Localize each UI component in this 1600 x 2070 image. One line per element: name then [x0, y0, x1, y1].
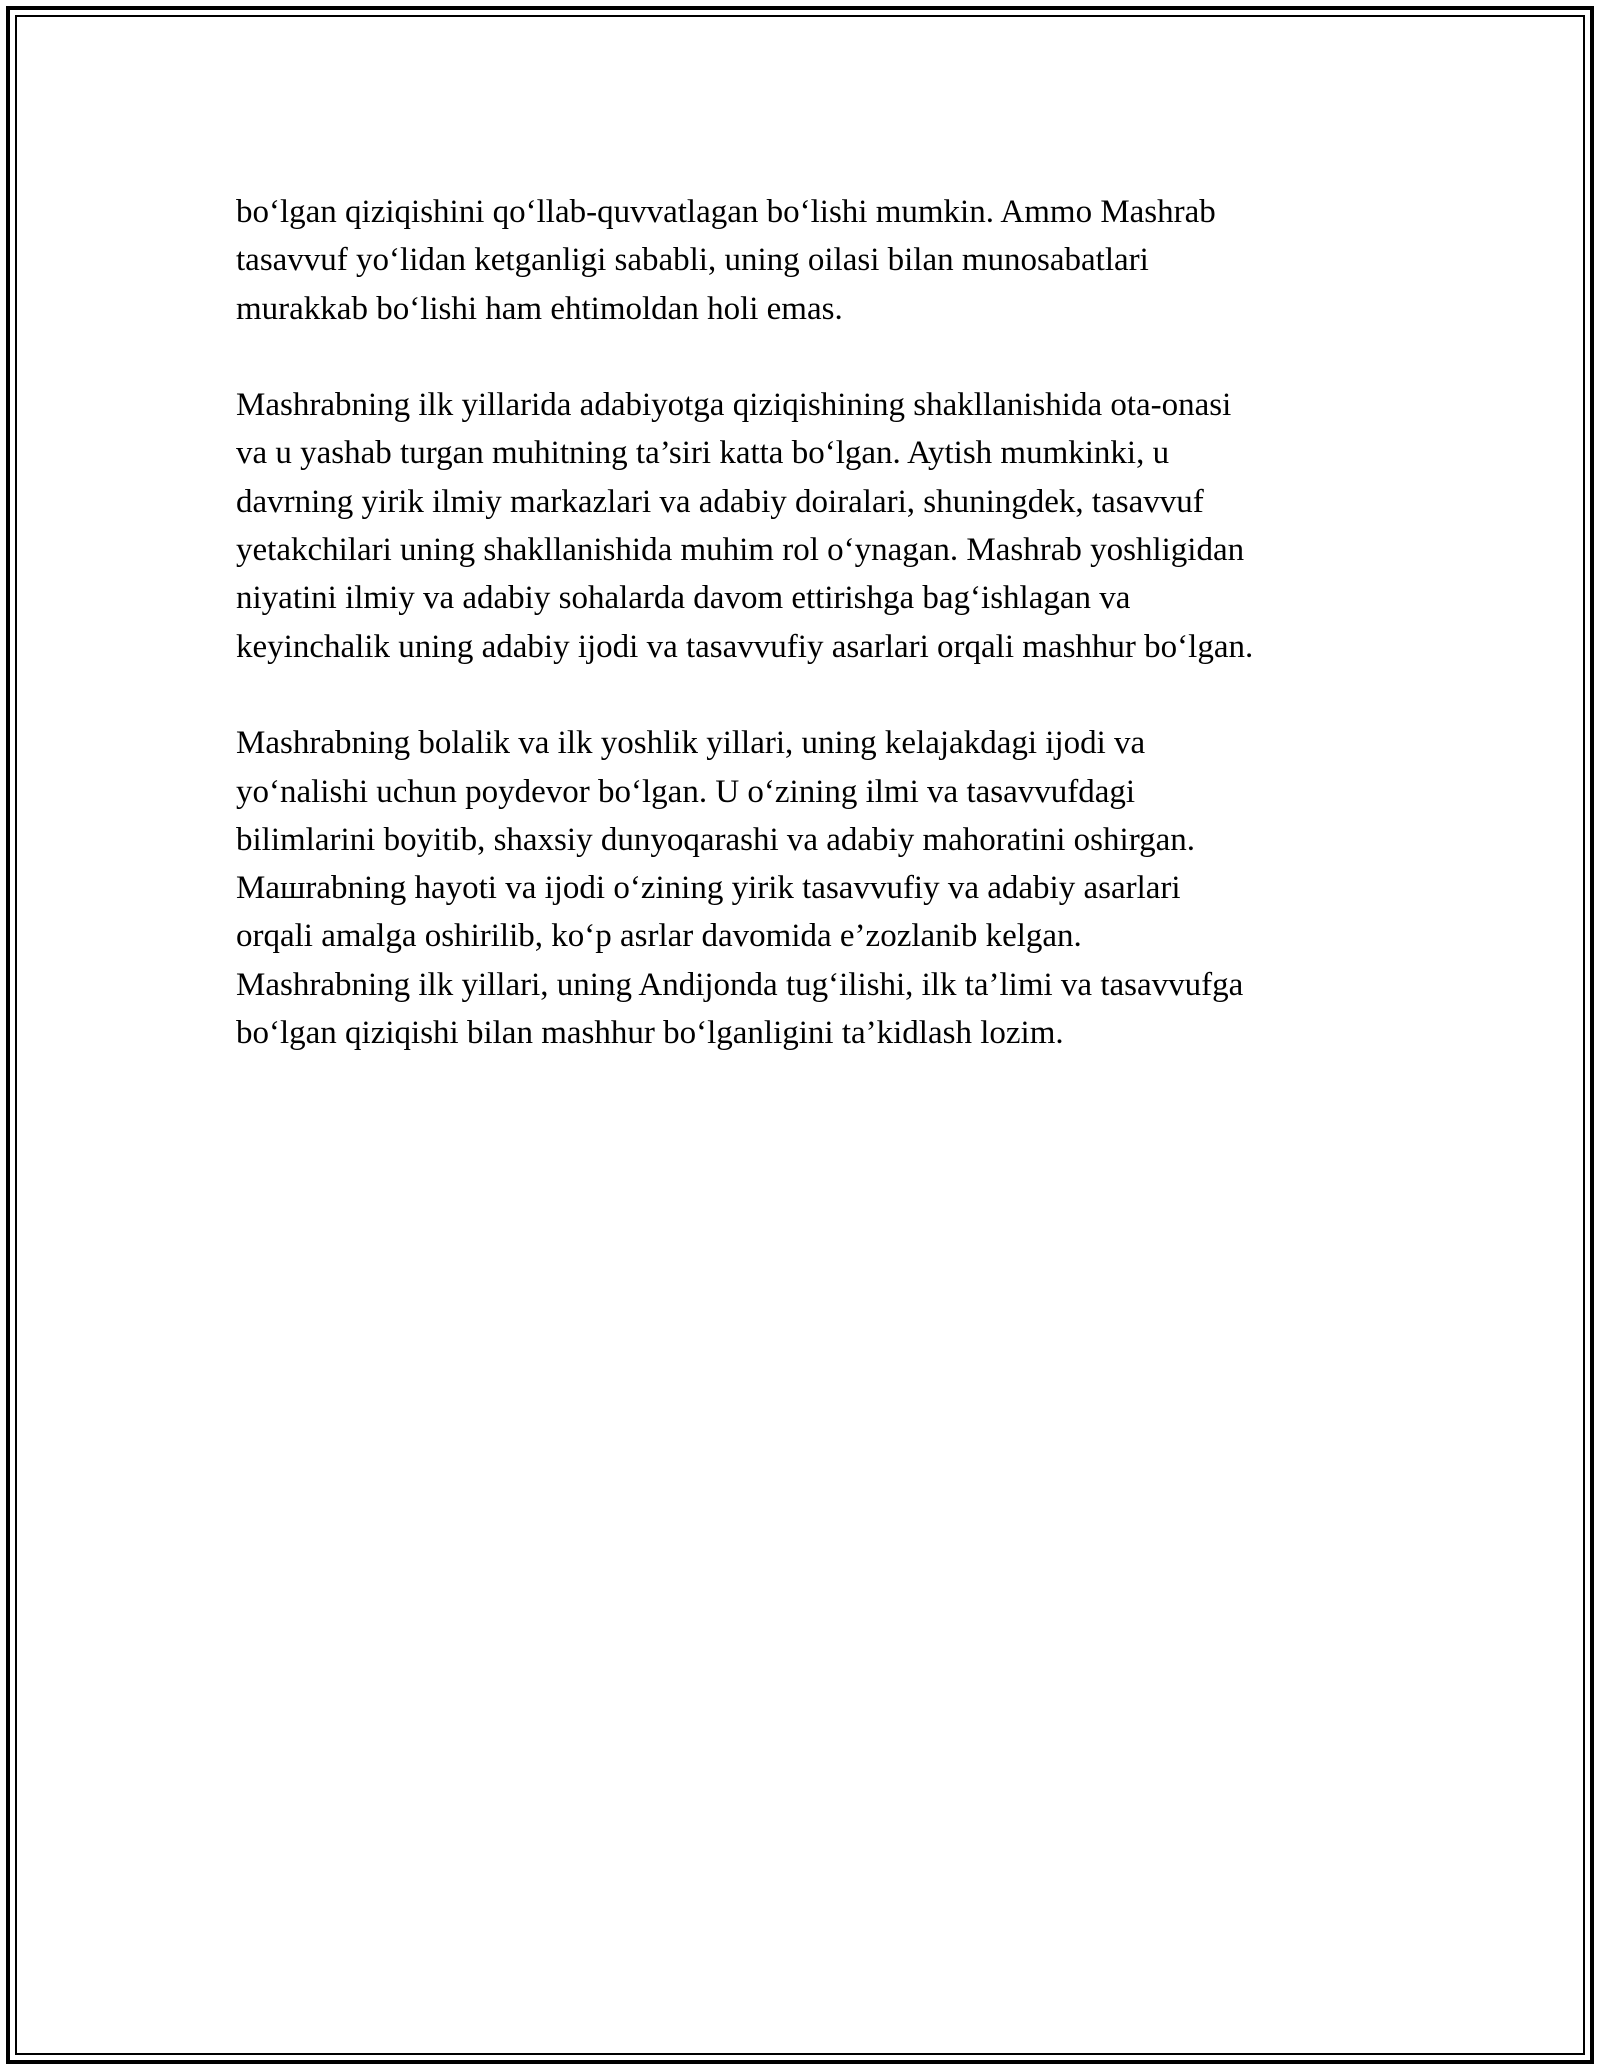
text-line: murakkab bo‘lishi ham ehtimoldan holi emas.: [236, 290, 843, 327]
text-line: bo‘lgan qiziqishini qo‘llab-quvvatlagan bo‘lishi mumkin. Ammo Mashrab: [236, 194, 1216, 230]
text-line: orqali amalga oshirilib, ko‘p asrlar davomida e’zozlanib kelgan.: [236, 918, 1082, 955]
document-body: [236, 188, 1386, 1106]
text-line: yetakchilari uning shakllanishida muhim rol o‘ynagan. Mashrab yoshligidan: [236, 532, 1245, 569]
text-line: tasavvuf yo‘lidan ketganligi sababli, uning oilasi bilan munosabatlari: [236, 242, 1149, 279]
text-line: bo‘lgan qiziqishi bilan mashhur bo‘lganligini ta’kidlash lozim.: [236, 1015, 1064, 1052]
text-line: Машrabning hayoti va ijodi o‘zining yirik tasavvufiy va adabiy asarlari: [236, 870, 1181, 907]
text-line: Mashrabning ilk yillari, uning Andijonda tug‘ilishi, ilk ta’limi va tasavvufga: [236, 966, 1244, 1003]
paragraph-3: [236, 719, 1386, 1057]
paragraph-1: [236, 188, 1386, 333]
text-line: va u yashab turgan muhitning ta’siri katta bo‘lgan. Aytish mumkinki, u: [236, 435, 1170, 472]
text-line: davrning yirik ilmiy markazlari va adabiy doiralari, shuningdek, tasavvuf: [236, 483, 1204, 520]
text-line: niyatini ilmiy va adabiy sohalarda davom ettirishga bag‘ishlagan va: [236, 580, 1131, 617]
text-line: Mashrabning ilk yillarida adabiyotga qiziqishining shakllanishida ota-onasi: [236, 387, 1232, 424]
text-line: bilimlarini boyitib, shaxsiy dunyoqarashi va adabiy mahoratini oshirgan.: [236, 821, 1195, 858]
text-line: Mashrabning bolalik va ilk yoshlik yillari, uning kelajakdagi ijodi va: [236, 725, 1146, 762]
text-line: yo‘nalishi uchun poydevor bo‘lgan. U o‘zining ilmi va tasavvufdagi: [236, 773, 1136, 810]
paragraph-2: [236, 381, 1386, 671]
text-line: keyinchalik uning adabiy ijodi va tasavvufiy asarlari orqali mashhur bo‘lgan.: [236, 628, 1254, 665]
